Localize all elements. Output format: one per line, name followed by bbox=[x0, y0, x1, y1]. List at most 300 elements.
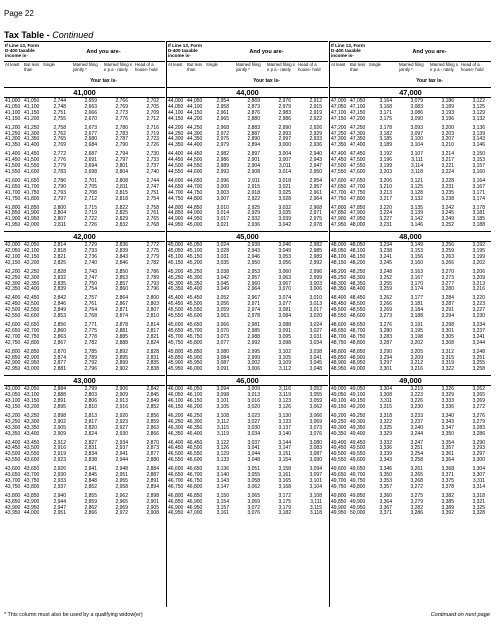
at-least-cell: 41,250 bbox=[5, 130, 21, 137]
tax-single-cell: 2,884 bbox=[53, 386, 66, 393]
but-less-than-cell: 42,550 bbox=[24, 307, 40, 314]
tax-single-cell: 2,779 bbox=[53, 163, 66, 170]
tax-household-cell: 2,821 bbox=[146, 333, 159, 340]
but-less-than-cell: 47,600 bbox=[350, 168, 366, 175]
column-header bbox=[330, 41, 491, 85]
but-less-than-cell: 48,950 bbox=[350, 360, 366, 367]
tax-separate-cell: 3,067 bbox=[278, 280, 291, 287]
tax-single-cell: 2,968 bbox=[216, 124, 229, 131]
at-least-cell: 49,000 bbox=[331, 386, 347, 393]
filing-status-label: And you are- bbox=[249, 48, 284, 55]
row-group bbox=[167, 206, 328, 230]
tax-single-cell: 2,783 bbox=[53, 168, 66, 175]
but-less-than-cell: 46,050 bbox=[187, 386, 203, 393]
at-least-cell: 41,550 bbox=[5, 168, 21, 175]
but-less-than-cell: 45,950 bbox=[187, 360, 203, 367]
at-least-cell: 41,950 bbox=[5, 222, 21, 229]
row-group bbox=[167, 414, 328, 438]
tax-separate-cell: 3,046 bbox=[278, 242, 291, 249]
tax-household-cell: 3,024 bbox=[309, 322, 322, 328]
tax-household-cell: 2,880 bbox=[146, 457, 159, 464]
tax-separate-cell: 2,787 bbox=[115, 136, 128, 143]
at-least-cell: 44,250 bbox=[168, 130, 184, 137]
row-group bbox=[330, 494, 491, 518]
tax-separate-cell: 3,182 bbox=[278, 510, 291, 517]
tax-table-panel bbox=[4, 41, 165, 605]
tax-single-cell: 2,898 bbox=[53, 412, 66, 419]
at-least-cell: 47,950 bbox=[331, 222, 347, 229]
tax-household-cell: 3,202 bbox=[472, 259, 485, 266]
tax-household-cell: 3,251 bbox=[472, 354, 485, 361]
tax-separate-cell: 3,350 bbox=[441, 430, 454, 437]
tax-separate-cell: 2,864 bbox=[115, 295, 128, 302]
tax-separate-cell: 3,151 bbox=[278, 451, 291, 458]
filing-status-label: And you are- bbox=[86, 48, 121, 55]
but-less-than-cell: 49,350 bbox=[350, 424, 366, 431]
tax-joint-cell: 2,670 bbox=[84, 115, 97, 122]
tax-household-cell: 3,237 bbox=[472, 327, 485, 334]
tax-household-cell: 2,740 bbox=[146, 168, 159, 175]
row-group bbox=[167, 126, 328, 150]
at-least-cell: 41,200 bbox=[5, 124, 21, 131]
but-less-than-cell: 48,800 bbox=[350, 339, 366, 346]
tax-single-cell: 3,136 bbox=[216, 466, 229, 473]
tax-separate-cell: 3,287 bbox=[441, 301, 454, 308]
at-least-cell: 46,000 bbox=[168, 386, 184, 393]
but-less-than-cell: 48,600 bbox=[350, 313, 366, 320]
tax-separate-cell: 3,161 bbox=[278, 472, 291, 479]
tax-separate-cell: 3,074 bbox=[278, 295, 291, 302]
tax-household-cell: 3,269 bbox=[472, 398, 485, 405]
tax-household-cell: 3,132 bbox=[472, 115, 485, 122]
tax-joint-cell: 2,743 bbox=[84, 268, 97, 275]
tax-household-cell: 2,758 bbox=[146, 204, 159, 211]
tax-joint-cell: 2,943 bbox=[247, 248, 260, 255]
tax-joint-cell: 2,729 bbox=[84, 242, 97, 249]
tax-joint-cell: 2,936 bbox=[247, 222, 260, 229]
tax-single-cell: 3,182 bbox=[379, 130, 392, 137]
tax-joint-cell: 3,226 bbox=[410, 398, 423, 405]
at-least-cell: 45,800 bbox=[168, 348, 184, 355]
tax-separate-cell: 2,801 bbox=[115, 163, 128, 170]
tax-single-cell: 2,849 bbox=[53, 307, 66, 314]
but-less-than-cell: 46,700 bbox=[187, 472, 203, 479]
tax-single-cell: 2,807 bbox=[53, 216, 66, 223]
tax-joint-cell: 3,055 bbox=[247, 472, 260, 479]
tax-single-cell: 2,748 bbox=[53, 103, 66, 110]
tax-household-cell: 3,006 bbox=[309, 286, 322, 293]
tax-separate-cell: 3,259 bbox=[441, 248, 454, 255]
but-less-than-cell: 41,950 bbox=[24, 216, 40, 223]
tax-single-cell: 3,311 bbox=[379, 398, 392, 405]
tax-joint-cell: 2,778 bbox=[84, 333, 97, 340]
tax-joint-cell: 3,240 bbox=[410, 424, 423, 431]
tax-separate-cell: 2,899 bbox=[115, 360, 128, 367]
but-less-than-cell: 46,400 bbox=[187, 430, 203, 437]
tax-single-cell: 3,056 bbox=[216, 301, 229, 308]
tax-single-cell: 3,189 bbox=[379, 142, 392, 149]
at-least-cell: 46,300 bbox=[168, 424, 184, 431]
tax-household-cell: 2,789 bbox=[146, 274, 159, 281]
tax-joint-cell: 3,142 bbox=[410, 216, 423, 223]
but-less-than-cell: 47,550 bbox=[350, 163, 366, 170]
tax-table-panel bbox=[167, 41, 328, 605]
but-less-than-cell: 49,100 bbox=[350, 392, 366, 399]
at-least-cell: 49,500 bbox=[331, 451, 347, 458]
tax-single-cell: 2,975 bbox=[216, 136, 229, 143]
tax-single-cell: 2,993 bbox=[216, 168, 229, 175]
but-less-than-header: But less than bbox=[187, 62, 203, 72]
tax-separate-cell: 2,843 bbox=[115, 253, 128, 260]
tax-separate-cell: 3,315 bbox=[441, 354, 454, 361]
tax-single-cell: 3,129 bbox=[216, 451, 229, 458]
tax-separate-cell: 3,077 bbox=[278, 301, 291, 308]
at-least-cell: 45,550 bbox=[168, 313, 184, 320]
tax-joint-cell: 3,079 bbox=[410, 98, 423, 104]
but-less-than-cell: 49,800 bbox=[350, 483, 366, 490]
but-less-than-cell: 41,700 bbox=[24, 183, 40, 190]
tax-joint-cell: 2,771 bbox=[84, 322, 97, 328]
tax-single-cell: 3,213 bbox=[379, 189, 392, 196]
at-least-cell: 48,450 bbox=[331, 301, 347, 308]
tax-single-cell: 3,220 bbox=[379, 204, 392, 211]
tax-household-cell: 3,167 bbox=[472, 183, 485, 190]
at-least-cell: 42,300 bbox=[5, 280, 21, 287]
tax-joint-cell: 2,768 bbox=[84, 313, 97, 320]
your-tax-is-label: Your tax is- bbox=[253, 78, 280, 84]
tax-joint-cell: 2,855 bbox=[84, 492, 97, 499]
but-less-than-cell: 45,500 bbox=[187, 301, 203, 308]
tax-separate-cell: 3,375 bbox=[441, 477, 454, 484]
at-least-cell: 42,700 bbox=[5, 333, 21, 340]
tax-household-cell: 2,947 bbox=[309, 163, 322, 170]
tax-separate-cell: 3,109 bbox=[278, 360, 291, 367]
tax-single-cell: 2,744 bbox=[53, 98, 66, 104]
tax-household-cell: 3,293 bbox=[472, 445, 485, 452]
at-least-cell: 48,750 bbox=[331, 339, 347, 346]
but-less-than-cell: 46,550 bbox=[187, 451, 203, 458]
tax-single-cell: 3,297 bbox=[379, 360, 392, 367]
tax-household-cell: 2,852 bbox=[146, 403, 159, 410]
at-least-cell: 41,450 bbox=[5, 157, 21, 164]
tax-single-cell: 2,870 bbox=[53, 348, 66, 355]
at-least-cell: 45,100 bbox=[168, 253, 184, 260]
but-less-than-cell: 45,750 bbox=[187, 333, 203, 340]
tax-household-cell: 2,712 bbox=[146, 115, 159, 122]
at-least-cell: 43,800 bbox=[5, 492, 21, 499]
tax-single-cell: 3,049 bbox=[216, 286, 229, 293]
but-less-than-cell: 41,800 bbox=[24, 195, 40, 202]
tax-joint-cell: 3,121 bbox=[410, 177, 423, 184]
tax-joint-cell: 2,824 bbox=[84, 430, 97, 437]
but-less-than-cell: 43,150 bbox=[24, 398, 40, 405]
tax-joint-cell: 2,887 bbox=[247, 130, 260, 137]
tax-separate-cell: 3,021 bbox=[278, 183, 291, 190]
tax-separate-cell: 3,235 bbox=[441, 189, 454, 196]
tax-household-cell: 3,220 bbox=[472, 295, 485, 302]
tax-separate-cell: 2,958 bbox=[115, 483, 128, 490]
tax-separate-cell: 3,007 bbox=[278, 157, 291, 164]
tax-joint-cell: 2,740 bbox=[84, 259, 97, 266]
at-least-cell: 46,800 bbox=[168, 492, 184, 499]
tax-separate-cell: 2,885 bbox=[115, 333, 128, 340]
tax-household-cell: 2,971 bbox=[309, 210, 322, 217]
tax-separate-cell: 3,168 bbox=[278, 483, 291, 490]
tax-separate-cell: 3,273 bbox=[441, 274, 454, 281]
tax-single-cell: 3,112 bbox=[216, 418, 229, 425]
at-least-cell: 49,200 bbox=[331, 412, 347, 419]
tax-household-cell: 3,262 bbox=[472, 386, 485, 393]
tax-joint-cell: 2,929 bbox=[247, 210, 260, 217]
but-less-than-cell: 49,150 bbox=[350, 398, 366, 405]
tax-joint-cell: 2,789 bbox=[84, 354, 97, 361]
tax-household-cell: 3,129 bbox=[472, 109, 485, 116]
but-less-than-cell: 45,600 bbox=[187, 313, 203, 320]
tax-separate-cell: 3,343 bbox=[441, 418, 454, 425]
tax-joint-cell: 3,205 bbox=[410, 348, 423, 355]
tax-separate-cell: 3,028 bbox=[278, 195, 291, 202]
tax-household-cell: 2,870 bbox=[146, 439, 159, 446]
at-least-cell: 47,700 bbox=[331, 189, 347, 196]
tax-joint-cell: 3,013 bbox=[247, 392, 260, 399]
but-less-than-cell: 45,200 bbox=[187, 259, 203, 266]
tax-single-cell: 3,007 bbox=[216, 195, 229, 202]
section-heading: 48,000 bbox=[330, 231, 491, 242]
tax-joint-cell: 3,282 bbox=[410, 504, 423, 511]
at-least-cell: 49,150 bbox=[331, 403, 347, 410]
tax-separate-cell: 3,329 bbox=[441, 392, 454, 399]
but-less-than-cell: 46,800 bbox=[187, 483, 203, 490]
tax-single-cell: 2,972 bbox=[216, 130, 229, 137]
tax-separate-cell: 3,203 bbox=[441, 130, 454, 137]
at-least-cell: 48,150 bbox=[331, 259, 347, 266]
row-group bbox=[330, 179, 491, 203]
tax-joint-cell: 2,820 bbox=[84, 424, 97, 431]
tax-single-cell: 3,031 bbox=[216, 253, 229, 260]
tax-separate-cell: 3,340 bbox=[441, 412, 454, 419]
tax-joint-cell: 3,181 bbox=[410, 301, 423, 308]
tax-separate-cell: 2,895 bbox=[115, 354, 128, 361]
tax-single-cell: 2,930 bbox=[53, 472, 66, 479]
tax-joint-cell: 2,880 bbox=[247, 115, 260, 122]
row-group bbox=[167, 467, 328, 491]
but-less-than-cell: 45,650 bbox=[187, 322, 203, 328]
tax-separate-cell: 3,305 bbox=[441, 333, 454, 340]
but-less-than-cell: 47,500 bbox=[350, 157, 366, 164]
tax-joint-cell: 3,083 bbox=[410, 103, 423, 110]
at-least-cell: 48,500 bbox=[331, 307, 347, 314]
at-least-cell: 43,650 bbox=[5, 472, 21, 479]
at-least-cell: 43,350 bbox=[5, 430, 21, 437]
but-less-than-cell: 49,300 bbox=[350, 418, 366, 425]
tax-single-cell: 2,965 bbox=[216, 115, 229, 122]
but-less-than-cell: 41,850 bbox=[24, 204, 40, 211]
at-least-cell: 45,400 bbox=[168, 295, 184, 302]
tax-household-cell: 3,136 bbox=[472, 124, 485, 131]
tax-joint-cell: 2,995 bbox=[247, 348, 260, 355]
row-group bbox=[330, 296, 491, 320]
head-of-household-header: Head of a house- hold bbox=[298, 62, 321, 72]
section-heading: 46,000 bbox=[167, 375, 328, 386]
but-less-than-cell: 43,300 bbox=[24, 418, 40, 425]
at-least-cell: 41,900 bbox=[5, 216, 21, 223]
tax-separate-cell: 2,846 bbox=[115, 259, 128, 266]
tax-separate-cell: 3,368 bbox=[441, 466, 454, 473]
tax-joint-cell: 2,782 bbox=[84, 339, 97, 346]
tax-single-cell: 2,842 bbox=[53, 295, 66, 302]
but-less-than-cell: 44,750 bbox=[187, 189, 203, 196]
at-least-cell: 46,700 bbox=[168, 477, 184, 484]
tax-separate-cell: 3,039 bbox=[278, 216, 291, 223]
tax-separate-cell: 3,004 bbox=[278, 151, 291, 158]
tax-household-cell: 3,069 bbox=[309, 418, 322, 425]
tax-separate-cell: 3,063 bbox=[278, 274, 291, 281]
row-group bbox=[330, 270, 491, 294]
tax-single-cell: 2,881 bbox=[53, 366, 66, 373]
tax-joint-cell: 2,974 bbox=[247, 307, 260, 314]
tax-household-cell: 2,775 bbox=[146, 248, 159, 255]
but-less-than-cell: 43,750 bbox=[24, 477, 40, 484]
tax-household-cell: 2,915 bbox=[309, 103, 322, 110]
tax-separate-cell: 3,049 bbox=[278, 248, 291, 255]
tax-household-cell: 3,111 bbox=[310, 498, 322, 505]
tax-household-cell: 3,038 bbox=[309, 348, 322, 355]
income-label: If Line 13, Form D-400 taxable income is- bbox=[331, 43, 365, 59]
but-less-than-cell: 46,900 bbox=[187, 498, 203, 505]
at-least-cell: 46,900 bbox=[168, 504, 184, 511]
tax-joint-cell: 2,726 bbox=[84, 222, 97, 229]
tax-single-cell: 3,224 bbox=[379, 210, 392, 217]
tax-household-cell: 3,062 bbox=[309, 403, 322, 410]
tax-joint-cell: 3,037 bbox=[247, 439, 260, 446]
tax-separate-cell: 3,095 bbox=[278, 333, 291, 340]
tax-single-cell: 3,168 bbox=[379, 103, 392, 110]
tax-single-cell: 2,961 bbox=[216, 109, 229, 116]
but-less-than-cell: 48,300 bbox=[350, 274, 366, 281]
tax-joint-cell: 3,114 bbox=[410, 163, 423, 170]
tax-single-cell: 3,126 bbox=[216, 445, 229, 452]
tax-joint-cell: 3,153 bbox=[410, 248, 423, 255]
tax-separate-cell: 2,839 bbox=[115, 248, 128, 255]
tax-single-cell: 3,287 bbox=[379, 339, 392, 346]
tax-single-cell: 3,241 bbox=[379, 253, 392, 260]
tax-joint-cell: 3,020 bbox=[247, 403, 260, 410]
tax-joint-cell: 2,736 bbox=[84, 253, 97, 260]
tax-single-cell: 3,322 bbox=[379, 418, 392, 425]
at-least-cell: 41,100 bbox=[5, 109, 21, 116]
tax-separate-cell: 3,144 bbox=[278, 439, 291, 446]
tax-joint-cell: 3,100 bbox=[410, 136, 423, 143]
tax-joint-cell: 3,051 bbox=[247, 466, 260, 473]
tax-joint-cell: 2,806 bbox=[84, 398, 97, 405]
tax-separate-cell: 3,032 bbox=[278, 204, 291, 211]
but-less-than-cell: 48,350 bbox=[350, 280, 366, 287]
at-least-cell: 41,700 bbox=[5, 189, 21, 196]
tax-joint-cell: 2,999 bbox=[247, 354, 260, 361]
tax-separate-cell: 3,137 bbox=[278, 424, 291, 431]
but-less-than-cell: 42,450 bbox=[24, 295, 40, 302]
tax-separate-cell: 3,158 bbox=[278, 466, 291, 473]
tax-separate-cell: 2,766 bbox=[115, 98, 128, 104]
tax-joint-cell: 2,687 bbox=[84, 151, 97, 158]
tax-joint-cell: 2,866 bbox=[84, 510, 97, 517]
tax-single-cell: 3,157 bbox=[216, 504, 229, 511]
at-least-cell: 43,750 bbox=[5, 483, 21, 490]
tax-household-cell: 2,884 bbox=[146, 466, 159, 473]
at-least-cell: 42,250 bbox=[5, 274, 21, 281]
tax-joint-cell: 2,715 bbox=[84, 204, 97, 211]
tax-household-cell: 3,286 bbox=[472, 430, 485, 437]
tax-household-cell: 2,744 bbox=[146, 177, 159, 184]
tax-household-cell: 3,066 bbox=[309, 412, 322, 419]
tax-joint-cell: 2,848 bbox=[84, 477, 97, 484]
row-group bbox=[330, 387, 491, 411]
tax-household-cell: 3,290 bbox=[472, 439, 485, 446]
at-least-cell: 42,550 bbox=[5, 313, 21, 320]
but-less-than-cell: 44,450 bbox=[187, 151, 203, 158]
but-less-than-cell: 42,900 bbox=[24, 354, 40, 361]
tax-separate-cell: 2,951 bbox=[115, 472, 128, 479]
tax-single-cell: 3,308 bbox=[379, 392, 392, 399]
section-heading: 43,000 bbox=[4, 375, 165, 386]
tax-separate-cell: 3,347 bbox=[441, 424, 454, 431]
tax-household-cell: 3,244 bbox=[472, 339, 485, 346]
tax-separate-cell: 3,018 bbox=[278, 177, 291, 184]
head-of-household-header: Head of a house- hold bbox=[461, 62, 484, 72]
tax-separate-cell: 2,850 bbox=[115, 268, 128, 275]
tax-household-cell: 3,048 bbox=[309, 366, 322, 373]
but-less-than-cell: 47,700 bbox=[350, 183, 366, 190]
tax-separate-cell: 2,811 bbox=[115, 183, 128, 190]
tax-joint-cell: 3,216 bbox=[410, 366, 423, 373]
tax-joint-cell: 2,901 bbox=[247, 157, 260, 164]
tax-household-cell: 3,195 bbox=[472, 248, 485, 255]
but-less-than-cell: 48,700 bbox=[350, 327, 366, 334]
tax-joint-cell: 2,932 bbox=[247, 216, 260, 223]
at-least-cell: 46,850 bbox=[168, 498, 184, 505]
tax-separate-cell: 2,906 bbox=[115, 386, 128, 393]
tax-household-cell: 3,003 bbox=[309, 280, 322, 287]
but-less-than-cell: 41,200 bbox=[24, 115, 40, 122]
tax-separate-cell: 3,154 bbox=[278, 457, 291, 464]
tax-single-cell: 3,150 bbox=[216, 492, 229, 499]
tax-separate-cell: 2,983 bbox=[278, 109, 291, 116]
but-less-than-cell: 49,850 bbox=[350, 492, 366, 499]
at-least-cell: 46,750 bbox=[168, 483, 184, 490]
tax-single-cell: 3,217 bbox=[379, 195, 392, 202]
at-least-cell: 41,500 bbox=[5, 163, 21, 170]
tax-single-cell: 2,877 bbox=[53, 360, 66, 367]
tax-single-cell: 2,811 bbox=[53, 222, 66, 229]
but-less-than-cell: 43,000 bbox=[24, 366, 40, 373]
tax-single-cell: 3,045 bbox=[216, 280, 229, 287]
tax-separate-cell: 3,333 bbox=[441, 398, 454, 405]
tax-single-cell: 2,979 bbox=[216, 142, 229, 149]
at-least-cell: 47,200 bbox=[331, 124, 347, 131]
tax-single-cell: 2,923 bbox=[53, 457, 66, 464]
tax-household-cell: 2,957 bbox=[309, 183, 322, 190]
tax-joint-cell: 3,132 bbox=[410, 195, 423, 202]
at-least-cell: 44,900 bbox=[168, 216, 184, 223]
tax-joint-cell: 2,750 bbox=[84, 280, 97, 287]
tax-separate-cell: 3,207 bbox=[441, 136, 454, 143]
but-less-than-cell: 47,400 bbox=[350, 142, 366, 149]
but-less-than-cell: 42,400 bbox=[24, 286, 40, 293]
at-least-cell: 49,050 bbox=[331, 392, 347, 399]
tax-single-cell: 3,245 bbox=[379, 259, 392, 266]
but-less-than-cell: 45,300 bbox=[187, 274, 203, 281]
row-group bbox=[4, 270, 165, 294]
